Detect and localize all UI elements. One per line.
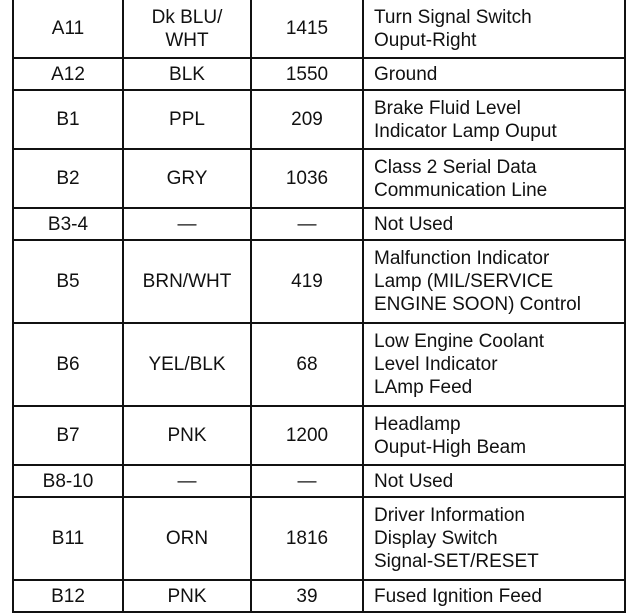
wire-color-cell: PPL xyxy=(123,90,251,149)
function-cell: Fused Ignition Feed xyxy=(363,580,625,612)
circuit-number-cell: 1415 xyxy=(251,0,363,58)
wire-color-cell: PNK xyxy=(123,406,251,465)
circuit-number-cell: 1816 xyxy=(251,497,363,580)
pin-cell: B8-10 xyxy=(13,465,123,497)
connector-pinout-table-wrapper xyxy=(12,0,624,613)
wire-color-cell: ORN xyxy=(123,497,251,580)
pin-cell: A12 xyxy=(13,58,123,90)
table-row xyxy=(13,465,625,497)
table-row xyxy=(13,580,625,612)
wire-color-cell: YEL/BLK xyxy=(123,323,251,406)
function-cell: Not Used xyxy=(363,208,625,240)
pin-cell: B11 xyxy=(13,497,123,580)
function-cell: Malfunction Indicator Lamp (MIL/SERVICE ENGINE SOON) Control xyxy=(363,240,625,323)
pin-cell: B5 xyxy=(13,240,123,323)
function-cell: Ground xyxy=(363,58,625,90)
wire-color-cell: — xyxy=(123,465,251,497)
pin-cell: B3-4 xyxy=(13,208,123,240)
wire-color-cell: Dk BLU/ WHT xyxy=(123,0,251,58)
wire-color-cell: BRN/WHT xyxy=(123,240,251,323)
function-cell: Driver Information Display Switch Signal-SET/RESET xyxy=(363,497,625,580)
table-row xyxy=(13,90,625,149)
pin-cell: B12 xyxy=(13,580,123,612)
circuit-number-cell: 209 xyxy=(251,90,363,149)
table-row xyxy=(13,149,625,208)
pin-cell: B7 xyxy=(13,406,123,465)
connector-pinout-table xyxy=(12,0,626,613)
table-row xyxy=(13,0,625,58)
table-row xyxy=(13,406,625,465)
table-row xyxy=(13,208,625,240)
table-row xyxy=(13,240,625,323)
circuit-number-cell: 68 xyxy=(251,323,363,406)
function-cell: Brake Fluid Level Indicator Lamp Ouput xyxy=(363,90,625,149)
circuit-number-cell: — xyxy=(251,465,363,497)
circuit-number-cell: — xyxy=(251,208,363,240)
circuit-number-cell: 1036 xyxy=(251,149,363,208)
circuit-number-cell: 39 xyxy=(251,580,363,612)
pin-cell: B1 xyxy=(13,90,123,149)
wire-color-cell: BLK xyxy=(123,58,251,90)
wire-color-cell: GRY xyxy=(123,149,251,208)
function-cell: Headlamp Ouput-High Beam xyxy=(363,406,625,465)
function-cell: Not Used xyxy=(363,465,625,497)
wire-color-cell: PNK xyxy=(123,580,251,612)
pin-cell: B2 xyxy=(13,149,123,208)
function-cell: Turn Signal Switch Ouput-Right xyxy=(363,0,625,58)
pin-cell: A11 xyxy=(13,0,123,58)
function-cell: Low Engine Coolant Level Indicator LAmp Feed xyxy=(363,323,625,406)
circuit-number-cell: 1550 xyxy=(251,58,363,90)
table-row xyxy=(13,58,625,90)
circuit-number-cell: 1200 xyxy=(251,406,363,465)
pin-cell: B6 xyxy=(13,323,123,406)
circuit-number-cell: 419 xyxy=(251,240,363,323)
wire-color-cell: — xyxy=(123,208,251,240)
table-row xyxy=(13,323,625,406)
function-cell: Class 2 Serial Data Communication Line xyxy=(363,149,625,208)
table-row xyxy=(13,497,625,580)
